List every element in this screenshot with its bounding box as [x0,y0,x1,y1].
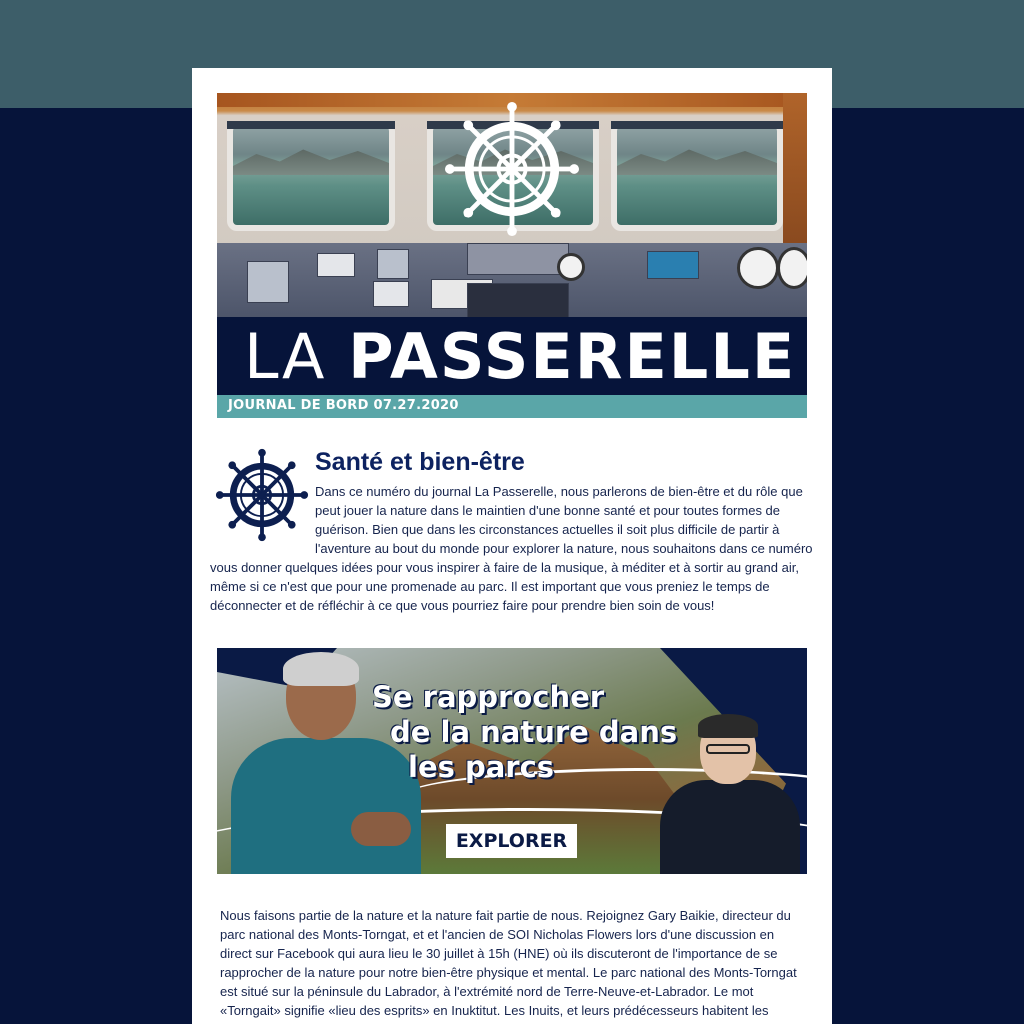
title-light: LA [244,320,327,393]
promo-heading [372,680,677,785]
ship-wheel-icon [444,101,580,237]
explore-button[interactable]: EXPLORER [446,824,577,858]
promo-heading-line: Se rapprocher [372,680,605,714]
header-banner [217,93,807,418]
issue-date: JOURNAL DE BORD 07.27.2020 [228,398,459,413]
section-title: Santé et bien-être [315,448,525,476]
newsletter-card [192,68,832,1024]
promo-banner[interactable] [217,648,807,874]
guest-photo-nicholas [660,714,800,874]
bridge-photo [217,93,807,317]
newsletter-title [244,321,796,393]
promo-heading-line: de la nature dans [390,715,678,749]
promo-heading-line: les parcs [408,750,555,784]
title-bold: PASSERELLE [348,320,797,393]
intro-paragraph [210,482,814,615]
article-paragraph: Nous faisons partie de la nature et la nature fait partie de nous. Rejoignez Gary Baikie, directeur du parc national des Monts-Torngat, et et l'ancien de SOI Nicholas Flowers lors d'une discussion en direct sur Facebook qui aura lieu le 30 juillet à 15h (HNE) où ils discuteront de l'importance de se rapprocher de la nature pour notre bien-être physique et mental. Le parc national des Monts-Torngat est situé sur la péninsule du Labrador, à l'extrémité nord de Terre-Neuve-et-Labrador. Le mot «Torngait» signifie «lieu des esprits» en Inuktitut. Les Inuits, et leurs prédécesseurs habitent les [220,908,797,1018]
bridge-console [217,243,807,317]
intro-text: Dans ce numéro du journal La Passerelle, nous parlerons de bien-être et du rôle que peut jouer la nature dans le maintien d'une bonne santé et pour toutes formes de guérison. Bien que dans les circonstances actuelles il soit plus difficile de partir à l'aventure au bout du monde pour explorer la nature, nous souhaitons dans ce numéro vous donner quelques idées pour vous inspirer à faire de la musique, à méditer et à sortir au grand air, même si ce n'est que pour une promenade au parc. Il est important que vous preniez le temps de déconnecter et de réfléchir à ce que vous pourriez faire pour prendre bien soin de vous! [210,484,813,613]
